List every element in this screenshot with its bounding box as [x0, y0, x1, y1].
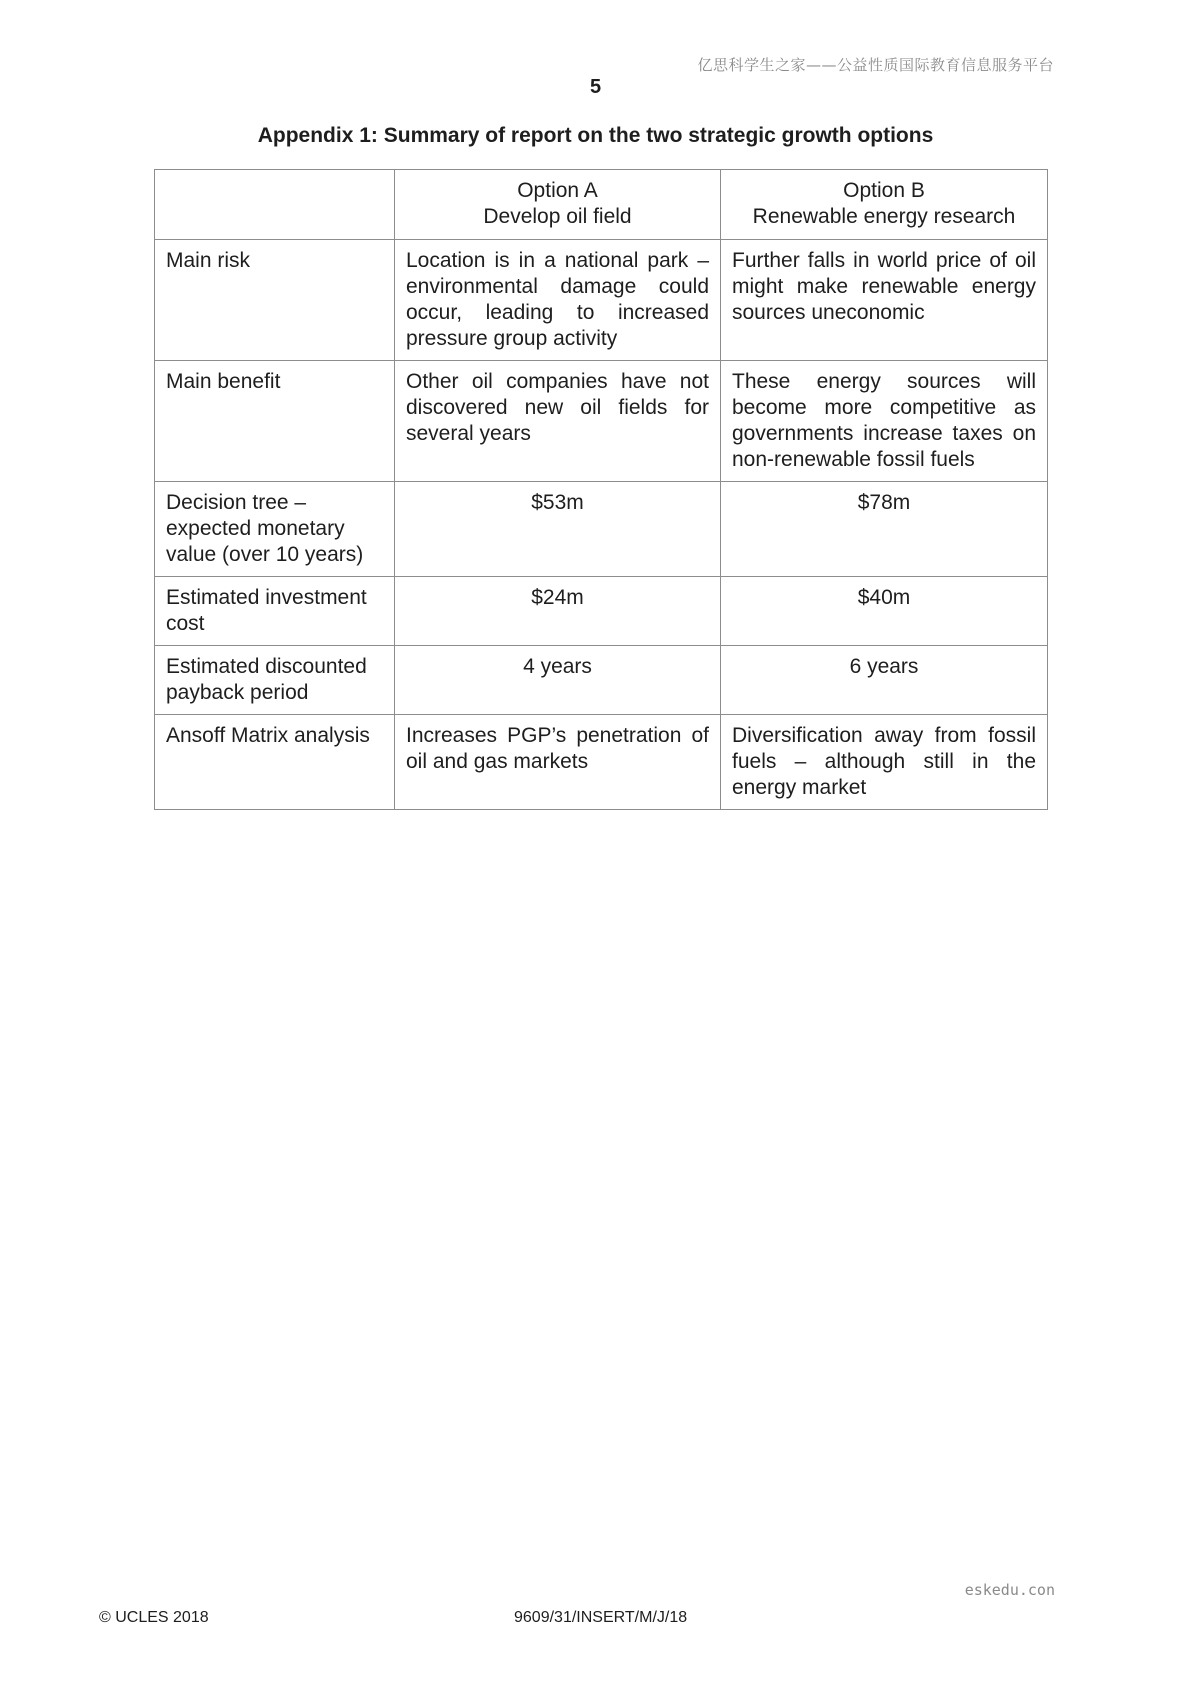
header-cell-empty [155, 170, 395, 240]
row-label: Ansoff Matrix analysis [155, 715, 395, 810]
option-a-name: Option A [517, 179, 598, 202]
bottom-watermark: eskedu.con [964, 1581, 1055, 1599]
header-cell-option-b [721, 170, 1048, 240]
cell-option-a: Increases PGP’s penetration of oil and gas markets [395, 715, 721, 810]
cell-option-b: 6 years [721, 646, 1048, 715]
cell-option-a: $53m [395, 482, 721, 577]
cell-option-b: $78m [721, 482, 1048, 577]
table-header-row [155, 170, 1048, 240]
option-a-description: Develop oil field [483, 205, 632, 228]
cell-option-b: Diversification away from fossil fuels – although still in the energy market [721, 715, 1048, 810]
page-number: 5 [589, 76, 602, 98]
row-label: Main risk [155, 240, 395, 361]
top-watermark: 亿思科学生之家——公益性质国际教育信息服务平台 [697, 56, 1054, 74]
footer-copyright: © UCLES 2018 [99, 1609, 209, 1626]
summary-table [154, 169, 1048, 810]
header-cell-option-a [395, 170, 721, 240]
option-b-description: Renewable energy research [752, 205, 1016, 228]
table-row-investment-cost [155, 577, 1048, 646]
option-b-name: Option B [843, 179, 925, 202]
row-label: Estimated discounted payback period [155, 646, 395, 715]
cell-option-a: Other oil companies have not discovered new oil fields for several years [395, 361, 721, 482]
footer-document-code: 9609/31/INSERT/M/J/18 [514, 1609, 688, 1626]
table-row-payback-period [155, 646, 1048, 715]
cell-option-b: $40m [721, 577, 1048, 646]
table-row-main-risk [155, 240, 1048, 361]
table-row-main-benefit [155, 361, 1048, 482]
row-label: Main benefit [155, 361, 395, 482]
cell-option-a: $24m [395, 577, 721, 646]
page-title: Appendix 1: Summary of report on the two strategic growth options [257, 124, 934, 147]
cell-option-b: These energy sources will become more competitive as governments increase taxes on non-renewable fossil fuels [721, 361, 1048, 482]
cell-option-b: Further falls in world price of oil might make renewable energy sources uneconomic [721, 240, 1048, 361]
cell-option-a: 4 years [395, 646, 721, 715]
cell-option-a: Location is in a national park – environmental damage could occur, leading to increased pressure group activity [395, 240, 721, 361]
row-label: Estimated investment cost [155, 577, 395, 646]
row-label: Decision tree – expected monetary value (over 10 years) [155, 482, 395, 577]
table-row-decision-tree [155, 482, 1048, 577]
table-row-ansoff-matrix [155, 715, 1048, 810]
